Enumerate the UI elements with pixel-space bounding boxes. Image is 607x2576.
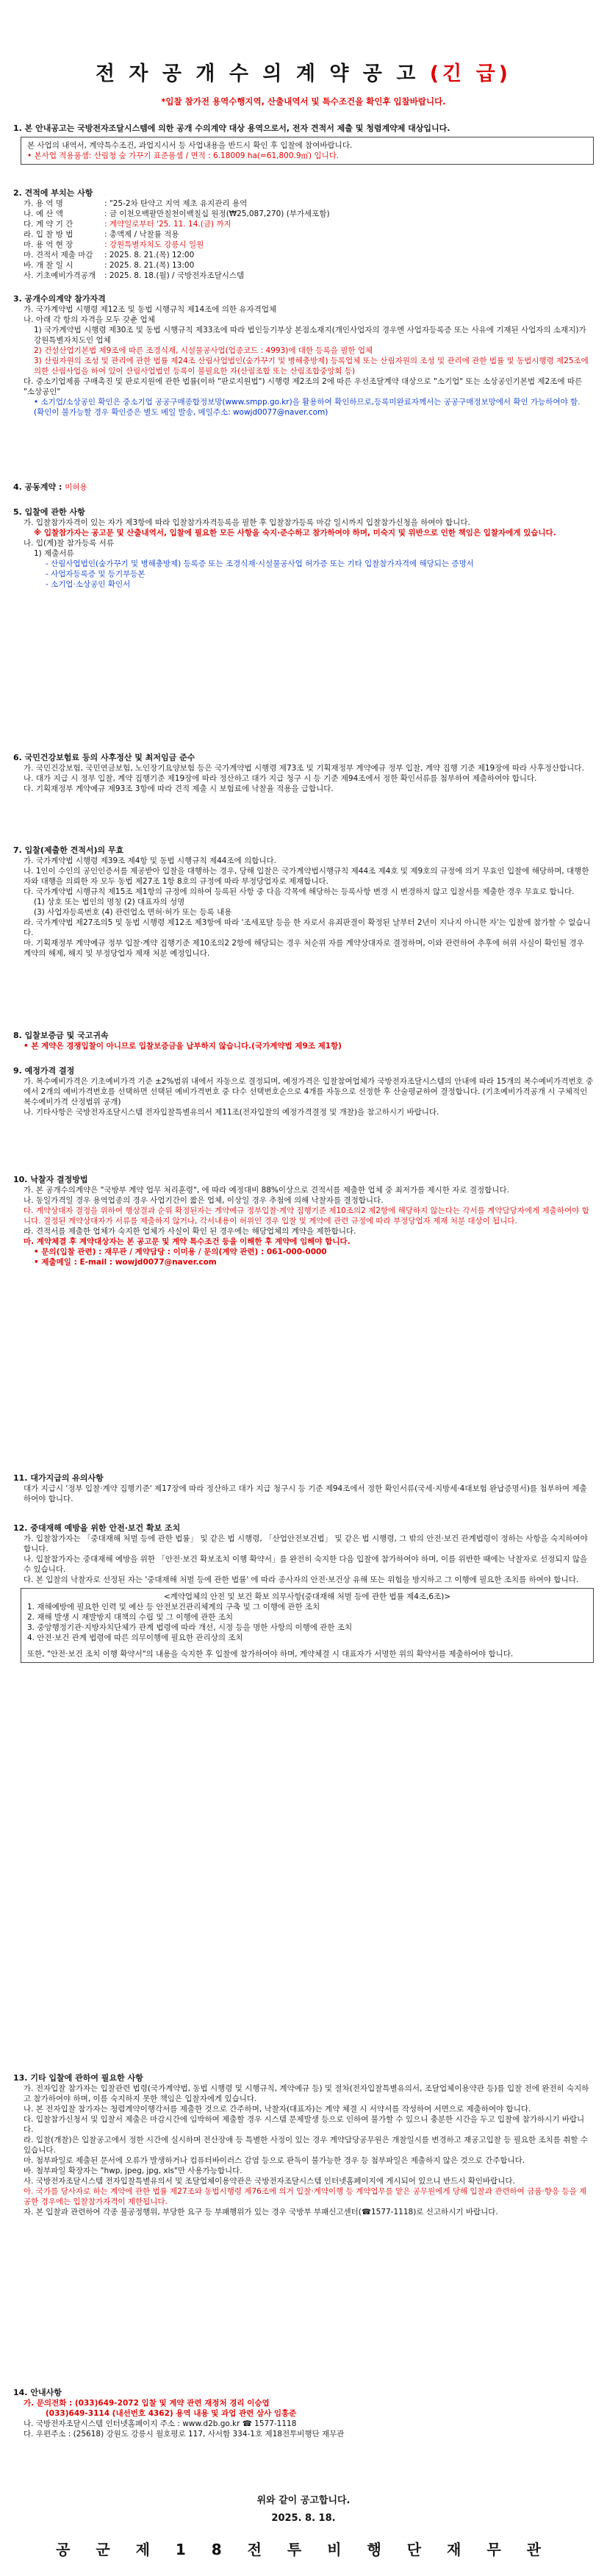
section-5 <box>13 507 594 590</box>
s10-item-4: 마. 계약체결 후 계약대상자는 본 공고문 및 계약 특수조건 등을 이해한 후 계약에 임해야 합니다. <box>24 1237 351 1246</box>
s2-val-2: : 계약일로부터 '25. 11. 14.(금) 까지 <box>104 220 231 229</box>
s13-item-0: 가. 전자입찰 참가자는 입찰관련 법령(국가계약법, 동법 시행령 및 시행규칙, 계약예규 등) 및 절차(전자입찰특별유의서, 조달업체이용약관 등)를 입찰 전에 완전히 숙지하고 참가하여야 하며, 이를 숙지하지 못한 책임은 입찰자에게 있습니다. <box>24 2084 589 2103</box>
section-4 <box>13 482 594 493</box>
section-11 <box>13 1473 594 1504</box>
s2-key-6: 바. 개 찰 일 시 <box>24 261 73 270</box>
s2-key-0: 가. 용 역 명 <box>24 199 63 208</box>
s2-key-4: 마. 용 역 현 장 <box>24 240 73 249</box>
s11-text: 대가 지급시 '정부 입찰·계약 집행기준' 제17장에 따라 정산하고 대가 지급 청구시 등 기준 제94조에서 정한 확인서류(국세·지방세·4대보험 완납증명서)를 첨부하여 제출하여야 합니다. <box>24 1484 587 1503</box>
s12-box-item-2: 3. 중앙행정기관·지방자치단체가 관계 법령에 따라 개선, 시정 등을 명한 사항의 이행에 관한 조치 <box>27 1623 353 1632</box>
s7-item-3: (1) 상호 또는 법인의 명칭 (2) 대표자의 성명 <box>34 898 185 906</box>
s2-key-7: 사. 기초예비가격공개 <box>24 271 96 280</box>
s12-box-item-3: 4. 안전·보건 관계 법령에 따른 의무이행에 필요한 관리상의 조치 <box>27 1634 243 1642</box>
s2-val-4: : 강원특별자치도 강릉시 일원 <box>104 240 204 249</box>
s7-item-2: 다. 국가계약법 시행규칙 제15조 제1항의 규정에 의하여 등록된 사항 중 다음 각목에 해당하는 등록사항 변경 시 변경하지 않고 입찰서를 제출한 경우 무효로 합니다. <box>24 887 575 896</box>
section-2 <box>13 188 594 281</box>
s10-note-2: • 제출메일 : E-mail : wowjd0077@naver.com <box>34 1258 217 1267</box>
s7-item-0: 가. 국가계약법 시행령 제39조 제4항 및 동법 시행규칙 제44조에 의합니다. <box>24 856 276 865</box>
s7-item-5: 라. 국가계약법 제27조의5 및 동법 시행령 제12조 제3항에 따라 '조세포탈 등을 한 자로서 유죄판결이 확정된 날부터 2년이 지나지 아니한 자'는 입찰에 참가할 수 없습니다. <box>24 918 591 937</box>
s10-note-1: • 문의(입찰 관련) : 재무관 / 계약담당 : 이미용 / 문의(계약 관련) : 061-000-0000 <box>34 1248 327 1256</box>
s9-item-0: 가. 복수예비가격은 기초예비가격 기준 ±2%범위 내에서 자동으로 결정되며, 예정가격은 입찰참여업체가 국방전자조달시스템의 안내에 따라 15개의 복수예비가격번호 중에서 2개의 예비가격번호를 선택하면 선택된 예비가격번호 중 다수 선택번호순으로 4개를 자동으로 선정한 후 산술평균하여 결정합니다. (기초예비가격공개 시 구체적인 복수예비가격 산정범위 공개) <box>24 1077 594 1106</box>
s13-item-6: 사. 국방전자조달시스템 전자입찰특별유의서 및 조달업체이용약관은 국방전자조달시스템 인터넷홈페이지에 게시되어 있으니 반드시 확인바랍니다. <box>24 2177 515 2186</box>
section-7 <box>13 845 594 959</box>
section-4-value: 미허용 <box>65 483 87 492</box>
s12-box-item-1: 2. 재해 발생 시 재발방지 대책의 수립 및 그 이행에 관한 조치 <box>27 1613 234 1622</box>
s7-item-4: (3) 사업자등록번호 (4) 관련업소 면허·허가 또는 등록 내용 <box>34 908 232 917</box>
s5-doc-2: - 소기업·소상공인 확인서 <box>46 580 131 589</box>
s10-item-2: 다. 계약상대자 결정을 위하여 행상결과 순위 확정된자는 계약예규 정부입찰·계약 집행기준 제10조의2 제2항에 해당하지 않는다는 각서를 계약담당자에게 제출하여야 합니다. 결정된 계약상대자가 서류를 제출하지 않거나, 각서내용이 허위인 경우 입찰 및 계약에 관련 규정에 따라 부정당업자 제재 처분 대상이 됩니다. <box>24 1206 589 1226</box>
section-6 <box>13 753 594 794</box>
s2-val-7: : 2025. 8. 18.(월) / 국방전자조달시스템 <box>104 271 245 280</box>
s5-doc-1: - 사업자등록증 및 등기부등본 <box>46 570 146 579</box>
section-13 <box>13 2073 594 2217</box>
s13-item-7: 아. 국가를 당사자로 하는 계약에 관한 법률 제27조와 동법시행령 제76조에 의거 입찰·계약이행 등 계약업무를 맡은 공무원에게 당해 입찰과 관련하여 금품·향응 등을 제공한 경우에는 입찰참가자격이 제한됩니다. <box>24 2187 587 2206</box>
s6-item-1: 나. 대가 지급 시 정부 입찰, 계약 집행기준 제19장에 따라 정산하고 대가 지급 청구 시 등 기준 제94조에서 정한 확인서류를 첨부하여 제출하여야 합니다. <box>24 774 537 783</box>
s13-item-5: 바. 첨부파일 확장자는 "hwp, jpeg, jpg, xls"만 사용가능합니다. <box>24 2167 243 2175</box>
section-2-heading: 2. 견적에 부치는 사항 <box>13 188 93 198</box>
s5-warning: ※ 입찰참가자는 공고문 및 산출내역서, 입찰에 필요한 모든 사항을 숙지·준수하고 참가하여야 하며, 미숙지 및 위반으로 인한 책임은 입찰자에게 있습니다. <box>34 529 556 537</box>
closing-notice: 위와 같이 공고합니다. <box>256 2495 351 2506</box>
section-12-heading: 12. 중대재해 예방을 위한 안전·보건 확보 조치 <box>13 1523 181 1533</box>
section-1-heading: 1. 본 안내공고는 국방전자조달시스템에 의한 공개 수의계약 대상 용역으로서, 전자 견적서 제출 및 청렴계약제 대상입니다. <box>13 124 450 133</box>
s5-b1: 1) 제출서류 <box>34 549 74 558</box>
section-1-box <box>21 137 594 165</box>
s6-item-0: 가. 국민건강보험, 국민연금보험, 노인장기요양보험 등은 국가계약법 시행령 제73조 및 기획재정부 계약예규 정부 입찰, 계약 집행 기준 제19장에 따라 사후정산합니다. <box>24 764 584 773</box>
s10-item-0: 가. 본 공개수의계약은 "국방부 계약 업무 처리훈령", 에 따라 예정대비 88%이상으로 견적서를 제출한 업체 중 최저가를 제시한 자로 결정합니다. <box>24 1186 509 1195</box>
notice-date: 2025. 8. 18. <box>271 2513 336 2524</box>
s3-item-2: 3) 산림자원의 조성 및 관리에 관한 법률 제24조 산림사업법인(숲가꾸기 및 병해충방제) 등록업체 또는 산림자원의 조성 및 관리에 관한 법률 및 동법시행령 제25조에 의한 산림사업을 하여 있어 산림사업법인 등록이 불필요한 자(산림조합 또는 산림조합중앙회 등) <box>34 357 589 376</box>
s3-item-0: 1) 국가계약법 시행령 제30조 및 동법 시행규칙 제33조에 따라 법인등기부상 본점소재지(개인사업자의 경우엔 사업자등록증 또는 사유에 기재된 사업자의 소재지)가 강원특별자치도인 업체 <box>34 326 586 345</box>
s13-item-2: 다. 입찰참가신청서 및 입찰서 제출은 마감시간에 임박하여 제출할 경우 시스템 문제발생 등으로 인하여 불가할 수 있으니 충분한 시간을 두고 입찰에 참가하시기 바랍니다. <box>24 2115 585 2134</box>
s14-item-3: 다. 우편주소 : (25618) 강원도 강릉시 월호평로 117, 사서함 334-1호 제18전투비행단 재무관 <box>24 2430 345 2439</box>
s13-item-3: 라. 입찰(개찰)은 입찰공고에서 정한 시간에 실시하며 전산장애 등 특별한 사정이 있는 경우 계약담당공무원은 개찰일시를 변경하고 재공고입찰 등 필요한 조치를 취할 수 있습니다. <box>24 2136 589 2155</box>
s12-item-1: 나. 입찰참가자는 중대재해 예방을 위한 「안전·보건 확보조치 이행 확약서」를 완전히 숙지한 다음 입찰에 참가하여야 하며, 이를 위반한 때에는 낙찰자로 선정되지 않을 수 있습니다. <box>24 1555 588 1574</box>
section-14 <box>13 2388 594 2439</box>
section-13-heading: 13. 기타 입찰에 관하여 필요한 사항 <box>13 2073 143 2083</box>
section-3-heading: 3. 공개수의계약 참가자격 <box>13 294 106 304</box>
s3-b: 다. 중소기업제품 구매촉진 및 판로지원에 관한 법률(이하 "판로지원법") 시행령 제2조의 2에 따른 우선조달계약 대상으로 "소기업" 또는 소상공인기본법 제2조에 따른 "소상공인" <box>24 377 583 396</box>
s2-val-3: : 총액제 / 낙찰률 적용 <box>104 230 179 239</box>
s6-item-2: 다. 기획재정부 계약예규 제93조 3항에 따라 견적 제출 시 보험료에 낙찰율 적용을 급합니다. <box>24 784 334 793</box>
section-1 <box>13 124 594 168</box>
s2-key-5: 마. 견적서 제출 마감 <box>24 251 93 260</box>
s2-key-1: 나. 예 산 액 <box>24 210 63 218</box>
section-10-heading: 10. 낙찰자 결정방법 <box>13 1175 88 1184</box>
section-8 <box>13 1031 594 1051</box>
section-6-heading: 6. 국민건강보험료 등의 사후정산 및 최저임금 준수 <box>13 753 195 762</box>
section-1-box-line-2: • 본사업 적용품셈: 산림청 숲 가꾸기 표준품셈 / 면적 : 6.18009 ha(=61,800.9㎡) 입니다. <box>27 151 340 160</box>
s12-box-item-0: 1. 재해예방에 필요한 인력 및 예산 등 안전보건관리체계의 구축 및 그 이행에 관한 조치 <box>27 1603 320 1611</box>
section-1-box-line-1: 본 사업의 내역서, 계약특수조건, 과업지시서 등 사업내용을 반드시 확인 후 입찰에 참여바랍니다. <box>27 141 353 150</box>
s8-text: • 본 계약은 경쟁입찰이 아니므로 입찰보증금을 납부하지 않습니다.(국가계약법 제9조 제1항) <box>24 1042 342 1051</box>
s13-item-8: 자. 본 입찰과 관련하여 각종 불공정행위, 부당한 요구 등 부패행위가 있는 경우 국방부 부패신고센터(☎1577-1118)로 신고하시기 바랍니다. <box>24 2208 498 2217</box>
page-subtitle: *입찰 참가전 용역수행지역, 산출내역서 및 특수조건을 확인후 입찰바랍니다. <box>161 96 446 107</box>
s12-box-note: 또한, "안전·보건 조치 이행 확약서"의 내용을 숙지한 후 입찰에 참가하여야 하며, 계약체결 시 대표자가 서명한 위의 확약서를 제출하여야 합니다. <box>27 1650 514 1659</box>
issuing-organization: 공 군 제 1 8 전 투 비 행 단 재 무 관 <box>56 2541 551 2558</box>
title-urgent-tag: (긴 급) <box>429 62 512 85</box>
s12-item-0: 가. 입찰참가자는 「중대재해 처벌 등에 관한 법률」 및 같은 법 시행령, 「산업안전보건법」 및 같은 법 시행령, 그 밖의 안전·보건 관계법령이 정하는 사항을 숙지하여야 합니다. <box>24 1534 588 1553</box>
s9-item-1: 나. 기타사항은 국방전자조달시스템 전자입찰특별유의서 제11조(전자입찰의 예정가격결정 및 개찰)을 참고하시기 바랍니다. <box>24 1108 439 1117</box>
s14-item-2: 나. 국방전자조달시스템 인터넷홈페이지 주소 : www.d2b.go.kr ☎ 1577-1118 <box>24 2419 297 2428</box>
s2-val-5: : 2025. 8. 21.(목) 12:00 <box>104 251 195 260</box>
s10-item-1: 나. 동일가격일 경우 용역업종의 경우 사업기간이 짧은 업체, 이상일 경우 추첨에 의해 낙찰자를 결정합니다. <box>24 1196 384 1205</box>
s7-item-1: 나. 1인이 수인의 공인인증서를 제공받아 입찰을 대행하는 경우, 당해 입찰은 국가계약법시행규칙 제44조 제4호 및 제9호의 규정에 의거 무효인 입찰에 해당하며, 대행한 자와 대행을 의뢰한 자 모두 동법 제27조 1항 8호의 규정에 따라 부정당업자로 제재합니다. <box>24 867 589 886</box>
section-7-heading: 7. 입찰(제출한 견적서)의 무효 <box>13 845 124 855</box>
section-11-heading: 11. 대가지급의 유의사항 <box>13 1473 104 1483</box>
s2-val-1: : 금 이천오백팔만칠천이백칠십 원정(₩25,087,270) (부가세포함) <box>104 210 330 218</box>
s2-key-3: 라. 입 찰 방 법 <box>24 230 73 239</box>
s5-doc-0: - 산림사업법인(숲가꾸기 및 병해충방제) 등록증 또는 조경식재·시설물공사업 허가증 또는 기타 입찰참가자격에 해당되는 증명서 <box>46 559 474 568</box>
section-5-heading: 5. 입찰에 관한 사항 <box>13 507 85 517</box>
title-main: 전 자 공 개 수 의 계 약 공 고 <box>95 62 420 85</box>
section-12 <box>13 1523 594 1666</box>
s2-key-2: 다. 계 약 기 간 <box>24 220 73 229</box>
section-14-heading: 14. 안내사항 <box>13 2388 62 2397</box>
s10-item-3: 라. 견적서를 제출한 업체가 숙지한 업체가 사실이 확인 된 경우에는 해당업체의 계약을 제한합니다. <box>24 1227 356 1236</box>
section-10 <box>13 1175 594 1267</box>
s3-a2: 나. 아래 각 항의 자격을 모두 갖춘 업체 <box>24 315 155 324</box>
s5-b: 나. 입(계)찰 참가등록 서류 <box>24 539 114 548</box>
s12-box-title: <계약업체의 안전 및 보건 확보 의무사항(중대재해 처벌 등에 관한 법률 제4조,6조)> <box>163 1592 451 1601</box>
section-9-heading: 9. 예정가격 결정 <box>13 1066 75 1076</box>
s3-b-note-2: (확인이 불가능할 경우 확인증은 별도 메일 발송, 메일주소: wowjd0077@naver.com) <box>34 408 328 417</box>
s12-item-2: 다. 본 입찰의 낙찰자로 선정된 자는 '중대재해 처벌 등에 관한 법률' 에 따라 종사자의 안전·보건상 유해 또는 위험을 방지하고 그 이행에 필요한 조치를 하여야 합니다. <box>24 1575 579 1584</box>
s13-item-4: 마. 첨부파일로 제출된 문서에 오류가 발생하거나 컴퓨터바이러스 감염 등으로 판독이 불가능한 경우 등 첨부파일은 제출하지 않은 것으로 간주합니다. <box>24 2156 525 2165</box>
s3-a: 가. 국가계약법 시행령 제12조 및 동법 시행규칙 제14조에 의한 유자격업체 <box>24 305 277 314</box>
s2-val-6: : 2025. 8. 21.(목) 13:00 <box>104 261 195 270</box>
s13-item-1: 나. 본 전자입찰 참가자는 청렴계약이행각서를 제출한 것으로 간주하며, 낙찰자(대표자)는 계약 체결 시 서약서를 작성하여 서면으로 제출하여야 합니다. <box>24 2105 531 2114</box>
s7-item-6: 마. 기획재정부 계약예규 정부 입찰·계약 집행기준 제10조의2 2항에 해당되는 경우 처순위 자를 계약상대자로 결정하며, 이와 관련하여 추후에 허위 사실이 확인될 경우 계약의 해제, 해지 및 부정당업자 제재 처분 예정입니다. <box>24 939 584 958</box>
s3-b-note-1: • 소기업/소상공인 확인은 중소기업 공공구매종합정보망(www.smpp.go.kr)을 활용하여 확인하므로,등록미완료자께서는 공공구매정보망에서 확인 가능하여야 함. <box>34 398 581 407</box>
section-8-heading: 8. 입찰보증금 및 국고귀속 <box>13 1031 109 1040</box>
section-9 <box>13 1066 594 1117</box>
section-4-heading: 4. 공동계약 : <box>13 482 65 492</box>
page-title <box>0 57 607 86</box>
s12-box <box>21 1588 594 1663</box>
s5-a: 가. 입찰참가자격이 있는 자가 제3항에 따라 입찰참가자격등록을 필한 후 입찰참가등록 마감 일시까지 입찰참가신청을 하여야 합니다. <box>24 518 470 527</box>
s3-item-1: 2) 건설산업기본법 제9조에 따른 조경식재, 시설물공사업(업종코드 : 4993)에 대한 등록을 필한 업체 <box>34 346 373 355</box>
section-3 <box>13 294 594 418</box>
s14-item-1: (033)649-3114 (내선번호 4362) 용역 내용 및 과업 관련 삼사 임흥준 <box>46 2409 297 2418</box>
s2-val-0: : "25-2차 탄약고 지역 제초 유지관리 용역 <box>104 199 248 208</box>
s14-item-0: 가. 문의전화 : (033)649-2072 입찰 및 계약 관련 재정처 경리 이승엽 <box>24 2399 270 2408</box>
